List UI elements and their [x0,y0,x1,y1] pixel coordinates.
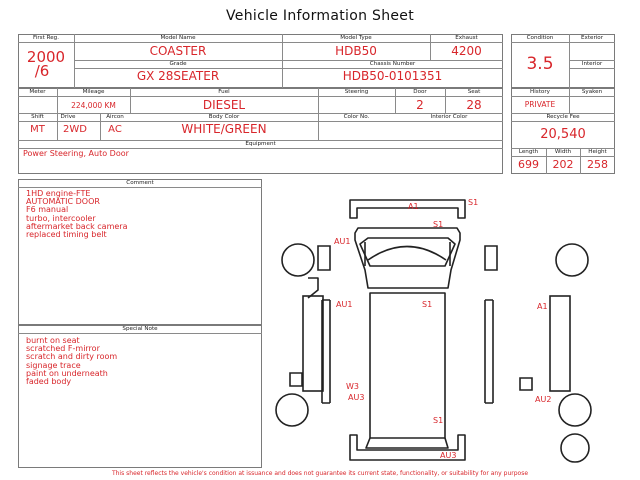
windshield-curve [368,247,446,261]
chassis-label: Chassis Number [369,61,416,67]
length-label: Length [518,149,539,155]
mark-s1-rear: S1 [433,416,444,425]
special-note-line: scratched F-mirror [26,344,100,354]
interior-color-label: Interior Color [430,114,468,120]
mark-au3-bottom: AU3 [440,451,457,460]
exhaust-label: Exhaust [455,35,478,41]
special-note-line: faded body [26,377,72,387]
model-type-label: Model Type [340,35,372,41]
door-value: 2 [416,98,424,112]
first-reg-month: /6 [34,62,50,80]
comment-line: aftermarket back camera [26,221,128,231]
rear-left-bracket [290,373,302,386]
rear-right-bracket [520,378,532,390]
special-note-label: Special Note [122,326,158,332]
right-side-outline [485,300,493,403]
mark-au2-right: AU2 [535,395,552,404]
equipment-value: Power Steering, Auto Door [23,149,129,158]
drive-label: Drive [60,114,76,120]
exterior-label: Exterior [580,35,604,41]
comment-label: Comment [126,180,154,186]
front-right-bracket [485,246,497,270]
special-note-line: paint on underneath [26,368,108,378]
fuel-value: DIESEL [202,98,246,112]
mark-a1-right: A1 [537,302,548,311]
chassis-value: HDB50-0101351 [342,69,443,83]
seat-value: 28 [466,98,482,112]
aircon-value: AC [108,124,122,135]
special-note-line: signage trace [26,360,81,370]
condition-label: Condition [526,35,554,41]
right-fender-front [550,296,570,391]
seat-label: Seat [467,89,481,95]
comment-line: replaced timing belt [26,230,107,240]
wheel-rear-right [559,394,591,426]
door-label: Door [413,89,427,95]
width-value: 202 [552,158,574,171]
interior-label: Interior [581,61,603,67]
mark-s1-center: S1 [422,300,433,309]
body-color-label: Body Color [208,114,240,120]
model-type-value: HDB50 [335,44,377,58]
grade-label: Grade [169,61,187,67]
wheel-rear-left [276,394,308,426]
left-fender-front [303,296,323,391]
height-value: 258 [587,158,608,171]
first-reg-label: First Reg. [33,35,59,41]
exhaust-value: 4200 [451,44,482,58]
comment-list [26,190,127,239]
body-color-value: WHITE/GREEN [181,122,267,136]
wheel-extra-bottom [561,434,589,462]
wheel-front-left [282,244,314,276]
special-note-line: scratch and dirty room [26,352,118,362]
rear-body-outline [366,438,448,448]
comment-line: F6 manual [26,205,69,215]
color-no-label: Color No. [343,114,370,120]
mark-au3-left: AU3 [348,393,365,402]
front-left-bracket [318,246,330,270]
comment-line: AUTOMATIC DOOR [26,197,100,207]
first-reg-year: 2000 [26,48,66,66]
special-note-line: burnt on seat [26,336,80,345]
mark-a1-top: A1 [408,202,419,211]
special-note-list [26,337,117,386]
model-name-label: Model Name [160,35,196,41]
drive-value: 2WD [63,124,87,135]
width-label: Width [554,149,572,155]
sheet-title: Vehicle Information Sheet [226,8,414,24]
front-cab-inner [360,238,455,266]
history-label: History [530,89,550,95]
equipment-label: Equipment [245,141,276,147]
comment-line: 1HD engine-FTE [26,189,91,198]
mark-au1-left-mid: AU1 [336,300,353,309]
length-value: 699 [518,158,539,171]
mark-s1-top-right: S1 [468,198,479,207]
mileage-value: 224,000 KM [71,101,116,110]
history-value: PRIVATE [524,100,556,109]
steering-label: Steering [344,89,369,95]
syaken-label: Syaken [581,89,603,95]
mark-w3: W3 [346,382,359,391]
left-side-panel [308,278,318,298]
model-name-value: COASTER [149,44,207,58]
grade-value: GX 28SEATER [136,69,220,83]
recycle-fee-label: Recycle Fee [546,114,580,120]
height-label: Height [588,149,607,155]
shift-label: Shift [31,114,44,120]
meter-label: Meter [29,89,46,95]
comment-line: turbo, intercooler [26,213,96,223]
mark-au1-left-upper: AU1 [334,237,351,246]
condition-value: 3.5 [526,54,554,74]
aircon-label: Aircon [106,114,124,120]
vehicle-damage-diagram [270,178,620,468]
wheel-front-right [556,244,588,276]
recycle-fee-value: 20,540 [540,127,586,142]
fuel-label: Fuel [218,89,230,95]
disclaimer-footer: This sheet reflects the vehicle's condition at issuance and does not guarantee its current state, functionality, or suitability for any purpose [111,470,529,477]
mark-s1-roof-front: S1 [433,220,444,229]
mileage-label: Mileage [82,89,105,95]
shift-value: MT [30,124,45,135]
